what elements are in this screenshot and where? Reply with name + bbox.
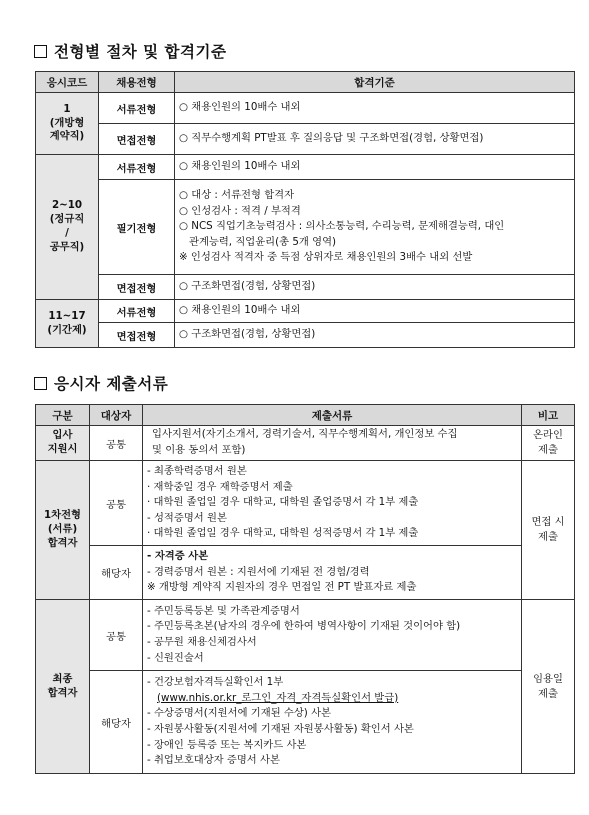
- note-line: 임용일: [533, 672, 563, 685]
- note-line: 제출: [538, 531, 558, 543]
- table-row: [36, 671, 575, 774]
- documents-table: [35, 404, 575, 774]
- docs-cell: [143, 546, 522, 600]
- header-target: 대상자: [90, 405, 143, 426]
- target-cell: 해당자: [90, 671, 143, 774]
- section-title-text: 응시자 제출서류: [54, 375, 169, 393]
- docs-line: · 대학원 졸업일 경우 대학교, 대학원 성적증명서 각 1부 제출: [147, 527, 419, 540]
- criteria-cell: ○ 채용인원의 10배수 내외: [175, 300, 575, 323]
- code-line: 계약직): [49, 130, 85, 143]
- checkbox-square-icon: [34, 377, 47, 390]
- docs-line: - 자격증 사본: [147, 550, 209, 563]
- category-cell: [36, 600, 90, 774]
- header-stage: 채용전형: [99, 72, 175, 93]
- code-line: (개방형: [49, 116, 85, 129]
- criteria-line: 관계능력, 직업윤리(총 5개 영역): [189, 235, 337, 248]
- table-row: [36, 323, 575, 348]
- docs-line: · 대학원 졸업일 경우 대학교, 대학원 졸업증명서 각 1부 제출: [147, 496, 419, 509]
- docs-line: - 성적증명서 원본: [147, 511, 227, 524]
- docs-line: - 경력증명서 원본 : 지원서에 기재된 전 경험/경력: [147, 565, 370, 578]
- code-line: 공무직): [49, 240, 85, 253]
- table-row: [36, 275, 575, 300]
- table-row: [36, 461, 575, 546]
- criteria-cell: [175, 180, 575, 275]
- section-title-selection: [34, 40, 226, 62]
- docs-line: - 주민등록초본(남자의 경우에 한하여 병역사항이 기재된 것이어야 함): [147, 620, 461, 633]
- code-line: 1: [63, 102, 71, 115]
- docs-line: - 취업보호대상자 증명서 사본: [147, 754, 280, 767]
- docs-line: 및 이용 동의서 포함): [152, 444, 246, 456]
- docs-cell: [143, 671, 522, 774]
- note-cell: [522, 600, 575, 774]
- docs-line: - 장애인 등록증 또는 복지카드 사본: [147, 738, 307, 751]
- table-row: [36, 546, 575, 600]
- note-line: 온라인: [533, 429, 563, 441]
- table-header-row: [36, 72, 575, 93]
- code-line: 2~10: [51, 199, 83, 212]
- category-cell: [36, 426, 90, 461]
- category-line: 입사: [52, 429, 73, 442]
- note-cell: [522, 461, 575, 600]
- table-row: [36, 93, 575, 124]
- table-row: [36, 300, 575, 323]
- code-line: /: [65, 227, 69, 239]
- category-line: 합격자: [47, 686, 78, 699]
- docs-line: - 수상증명서(지원서에 기재된 수상) 사본: [147, 707, 331, 720]
- code-cell-2: [36, 155, 99, 300]
- code-line: 11~17: [48, 309, 86, 322]
- table-row: [36, 155, 575, 180]
- category-cell: [36, 461, 90, 600]
- docs-line: - 신원진술서: [147, 651, 204, 664]
- criteria-cell: ○ 구조화면접(경험, 상황면접): [175, 275, 575, 300]
- category-line: 최종: [52, 672, 73, 685]
- docs-line: - 건강보험자격득실확인서 1부: [147, 676, 284, 689]
- docs-cell: [143, 461, 522, 546]
- header-note: 비고: [522, 405, 575, 426]
- stage-cell: 서류전형: [99, 93, 175, 124]
- header-category: 구분: [36, 405, 90, 426]
- table-header-row: [36, 405, 575, 426]
- header-code: 응시코드: [36, 72, 99, 93]
- docs-line: - 주민등록등본 및 가족관계증명서: [147, 604, 300, 617]
- checkbox-square-icon: [34, 45, 47, 58]
- code-line: (정규직: [49, 213, 85, 226]
- criteria-line: ○ 인성검사 : 적격 / 부적격: [179, 204, 301, 217]
- target-cell: 공통: [90, 426, 143, 461]
- docs-line: ※ 개방형 계약직 지원자의 경우 면접일 전 PT 발표자료 제출: [147, 581, 417, 594]
- target-cell: 해당자: [90, 546, 143, 600]
- criteria-cell: ○ 채용인원의 10배수 내외: [175, 93, 575, 124]
- table-row: [36, 426, 575, 461]
- docs-cell: [143, 426, 522, 461]
- stage-cell: 면접전형: [99, 275, 175, 300]
- stage-cell: 서류전형: [99, 300, 175, 323]
- category-line: 1차전형: [43, 509, 81, 522]
- stage-cell: 면접전형: [99, 323, 175, 348]
- criteria-line: ○ 대상 : 서류전형 합격자: [179, 189, 295, 202]
- criteria-cell: ○ 채용인원의 10배수 내외: [175, 155, 575, 180]
- docs-line: · 재학중일 경우 재학증명서 제출: [147, 480, 293, 493]
- table-row: [36, 600, 575, 671]
- category-line: 지원시: [47, 443, 78, 455]
- table-row: [36, 180, 575, 275]
- code-cell-1: [36, 93, 99, 155]
- target-cell: 공통: [90, 461, 143, 546]
- section-title-documents: [34, 372, 168, 394]
- section-title-text: 전형별 절차 및 합격기준: [54, 43, 227, 61]
- category-line: 합격자: [47, 536, 78, 549]
- note-line: 제출: [538, 444, 558, 456]
- note-line: 제출: [538, 687, 558, 700]
- note-cell: [522, 426, 575, 461]
- docs-cell: [143, 600, 522, 671]
- code-cell-3: [36, 300, 99, 348]
- code-line: (기간제): [47, 323, 87, 336]
- docs-line: - 최종학력증명서 원본: [147, 465, 247, 478]
- table-row: [36, 124, 575, 155]
- criteria-cell: ○ 직무수행계획 PT발표 후 질의응답 및 구조화면접(경험, 상황면접): [175, 124, 575, 155]
- docs-line: - 공무원 채용신체검사서: [147, 636, 257, 648]
- docs-line: 입사지원서(자기소개서, 경력기술서, 직무수행계획서, 개인정보 수집: [152, 428, 458, 441]
- criteria-line: ○ NCS 직업기초능력검사 : 의사소통능력, 수리능력, 문제해결능력, 대인: [179, 220, 505, 233]
- category-line: (서류): [47, 523, 78, 536]
- header-docs: 제출서류: [143, 405, 522, 426]
- stage-cell: 서류전형: [99, 155, 175, 180]
- nhis-link[interactable]: (www.nhis.or.kr_로그인_자격_자격득실확인서 발급): [157, 691, 399, 704]
- note-line: 면접 시: [531, 516, 565, 528]
- stage-cell: 면접전형: [99, 124, 175, 155]
- docs-line: - 자원봉사활동(지원서에 기재된 자원봉사활동) 확인서 사본: [147, 723, 414, 735]
- target-cell: 공통: [90, 600, 143, 671]
- criteria-line: ※ 인성검사 적격자 중 득점 상위자로 채용인원의 3배수 내외 선발: [179, 251, 473, 264]
- stage-cell: 필기전형: [99, 180, 175, 275]
- header-criteria: 합격기준: [175, 72, 575, 93]
- selection-criteria-table: [35, 71, 575, 348]
- criteria-cell: ○ 구조화면접(경험, 상황면접): [175, 323, 575, 348]
